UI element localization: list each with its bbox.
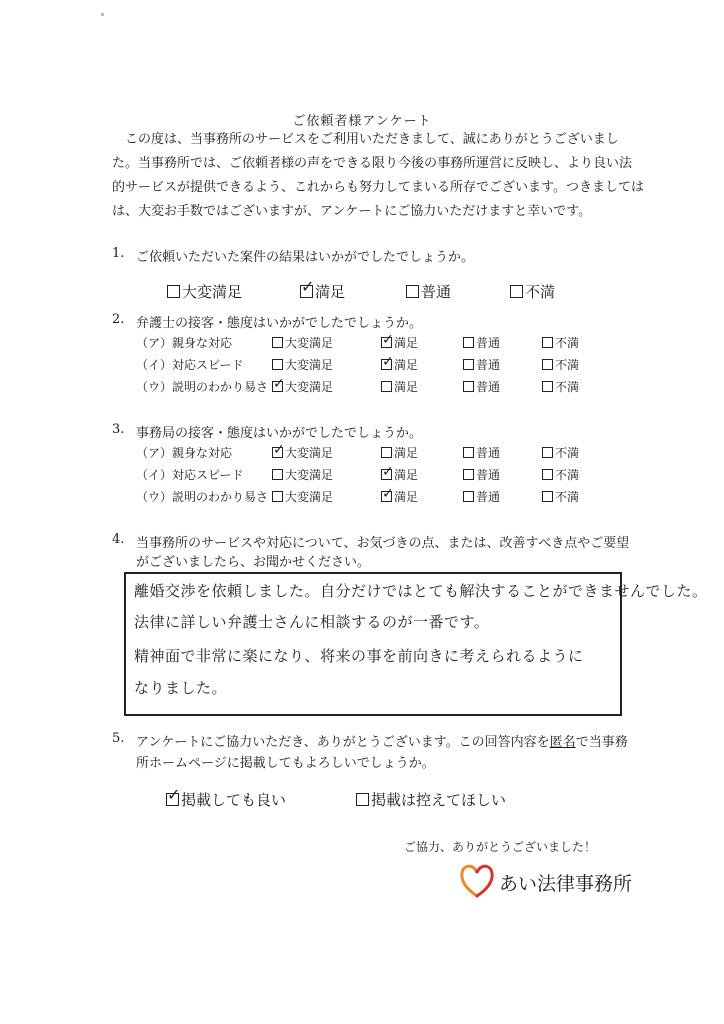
intro-line: 的サービスが提供できるよう、これからも努力してまいる所存でございます。つきましては [112,180,644,195]
checkbox[interactable] [272,337,283,348]
option-label: 不満 [555,446,580,460]
option[interactable] [542,378,579,395]
checked-checkbox[interactable] [300,277,315,298]
checkmark-icon: ✓ [273,376,285,392]
checked-checkbox[interactable] [166,785,181,806]
q2-text: 弁護士の接客・態度はいかがでしたでしょうか。 [136,316,423,331]
option-label: 満足 [394,358,419,372]
option-label: 不満 [555,358,580,372]
q4-number: 4. [112,532,125,547]
scan-speck [101,13,104,16]
option-label: 大変満足 [285,490,334,504]
option-label: 普通 [476,380,501,394]
checkbox[interactable] [542,447,553,458]
checkbox[interactable] [463,359,474,370]
option-label: 大変満足 [285,446,334,460]
option-label: 大変満足 [285,358,334,372]
option[interactable] [356,789,506,810]
option[interactable] [167,281,242,302]
checkmark-icon: ✓ [382,332,394,348]
option[interactable] [463,444,500,461]
q5-anonymous-underlined: 匿名 [549,735,576,750]
checked-checkbox[interactable] [381,354,394,370]
option[interactable] [272,334,333,351]
checked-checkbox[interactable] [381,464,394,480]
checkbox[interactable] [463,447,474,458]
option-label: 普通 [476,490,501,504]
option[interactable] [272,444,333,461]
q4-answer-line: 精神面で非常に楽になり、将来の事を前向きに考えられるように [134,647,584,665]
option[interactable] [542,334,579,351]
q5-line1 [136,731,628,750]
option-label: 満足 [394,336,419,350]
q5-line1-b: で当事務 [575,735,628,750]
q4-answer-line: 法律に詳しい弁護士さんに相談するのが一番です。 [134,613,490,631]
checkbox[interactable] [463,381,474,392]
option[interactable] [381,466,418,483]
option-label: 大変満足 [182,283,243,301]
option[interactable] [463,378,500,395]
option[interactable] [510,281,555,302]
row-label: （ウ）説明のわかり易さ [136,380,269,394]
row-label: （ア）親身な対応 [136,336,233,350]
option[interactable] [463,356,500,373]
option[interactable] [542,356,579,373]
q4-answer-line: 離婚交渉を依頼しました。自分だけではとても解決することができませんでした。 [134,582,708,600]
option[interactable] [272,466,333,483]
checkbox[interactable] [406,285,419,298]
checkbox[interactable] [463,491,474,502]
option[interactable] [381,444,418,461]
option[interactable] [542,466,579,483]
option-label: 不満 [555,380,580,394]
intro-paragraph [112,128,644,224]
option-label: 大変満足 [285,468,334,482]
q4-answer-line: なりました。 [134,679,228,697]
checkbox[interactable] [463,337,474,348]
option-label: 普通 [476,468,501,482]
checked-checkbox[interactable] [272,442,285,458]
option-label: 満足 [394,468,419,482]
option[interactable] [381,334,418,351]
checkbox[interactable] [381,381,392,392]
option[interactable] [406,281,451,302]
q1-number: 1. [112,246,125,261]
checkmark-icon: ✓ [167,785,181,804]
q4-line2: がございましたら、お聞かせください。 [136,555,371,570]
survey-title: ご依頼者様アンケート [292,114,432,129]
checkbox[interactable] [272,469,283,480]
option-label: 満足 [394,446,419,460]
option-label: 満足 [315,283,346,301]
checkbox[interactable] [542,359,553,370]
option[interactable] [272,488,333,505]
checkbox[interactable] [542,469,553,480]
checkbox[interactable] [381,447,392,458]
row-label: （イ）対応スピード [136,468,244,482]
option[interactable] [381,356,418,373]
option-label: 大変満足 [285,380,334,394]
option[interactable] [463,466,500,483]
q5-line1-a: アンケートにご協力いただき、ありがとうございます。この回答内容を [136,735,550,750]
q3-number: 3. [112,422,125,437]
intro-line: た。当事務所では、ご依頼者様の声をできる限り今後の事務所運営に反映し、より良い法 [112,156,633,171]
checkbox[interactable] [542,337,553,348]
checkmark-icon: ✓ [382,486,394,502]
checkbox[interactable] [542,381,553,392]
option-label: 大変満足 [285,336,334,350]
option[interactable] [381,378,418,395]
q2-number: 2. [112,312,125,327]
option-label: 不満 [555,468,580,482]
option-label: 満足 [394,490,419,504]
firm-logo-text: あい法律事務所 [499,873,633,895]
checkbox[interactable] [510,285,523,298]
option[interactable] [272,378,333,395]
q5-line2: 所ホームページに掲載してもよろしいでしょうか。 [136,756,435,771]
q5-number: 5. [112,731,125,746]
option-label: 普通 [476,446,501,460]
q4-line1: 当事務所のサービスや対応について、お気づきの点、または、改善すべき点やご要望 [136,536,630,551]
checkbox[interactable] [463,469,474,480]
checked-checkbox[interactable] [381,332,394,348]
checkmark-icon: ✓ [382,354,394,370]
row-label: （ウ）説明のわかり易さ [136,490,269,504]
q1-text: ご依頼いただいた案件の結果はいかがでしたでしょうか。 [136,250,475,265]
option[interactable] [300,277,346,302]
option-label: 不満 [555,336,580,350]
option[interactable] [542,488,579,505]
checkbox[interactable] [356,793,369,806]
option[interactable] [272,356,333,373]
checkbox[interactable] [272,491,283,502]
checkmark-icon: ✓ [301,277,315,296]
closing-thanks: ご協力、ありがとうございました！ [404,840,597,854]
checkmark-icon: ✓ [382,464,394,480]
option-label: 掲載しても良い [181,791,287,809]
intro-line: この度は、当事務所のサービスをご利用いただきまして、誠にありがとうございまし [112,132,619,147]
checkbox[interactable] [542,491,553,502]
option-label: 不満 [555,490,580,504]
checked-checkbox[interactable] [272,376,285,392]
option[interactable] [381,488,418,505]
option[interactable] [166,785,287,810]
checkmark-icon: ✓ [273,442,285,458]
checkbox[interactable] [167,285,180,298]
option-label: 満足 [394,380,419,394]
heart-logo-icon [459,860,495,900]
option-label: 不満 [525,283,556,301]
option-label: 普通 [476,358,501,372]
option[interactable] [542,444,579,461]
row-label: （ア）親身な対応 [136,446,233,460]
row-label: （イ）対応スピード [136,358,244,372]
q3-text: 事務局の接客・態度はいかがでしたでしょうか。 [136,426,423,441]
option-label: 掲載は控えてほしい [371,791,507,809]
option-label: 普通 [476,336,501,350]
intro-line: は、大変お手数ではございますが、アンケートにご協力いただけますと幸いです。 [112,204,592,219]
option[interactable] [463,334,500,351]
option-label: 普通 [421,283,452,301]
checkbox[interactable] [272,359,283,370]
option[interactable] [463,488,500,505]
checked-checkbox[interactable] [381,486,394,502]
